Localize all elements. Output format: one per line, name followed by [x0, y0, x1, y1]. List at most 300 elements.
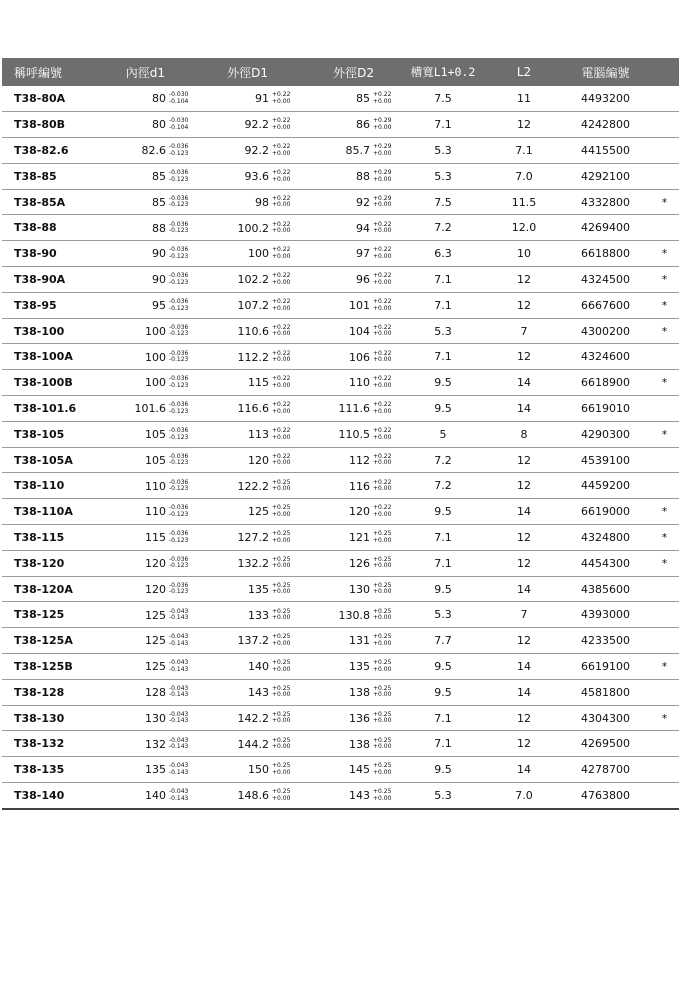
inner-diameter-d1-tolerance-lower: -0.143 — [169, 691, 189, 699]
outer-diameter-d1-value: 92.2 — [244, 144, 269, 158]
length-l2: 12 — [517, 118, 531, 132]
length-l2: 14 — [517, 659, 531, 673]
length-l2: 7.1 — [515, 143, 533, 157]
inner-diameter-d1-cell — [92, 138, 195, 164]
inner-diameter-d1-tolerance-upper: -0.036 — [169, 555, 189, 563]
outer-diameter-d2-cell — [298, 499, 399, 525]
header-mark — [650, 58, 679, 86]
outer-diameter-d1-tolerance-upper: +0.25 — [272, 478, 291, 486]
length-l2: 7 — [520, 324, 528, 338]
computer-code: 4269500 — [581, 737, 630, 751]
outer-diameter-d1-value: 122.2 — [237, 479, 269, 493]
part-name: T38-125A — [14, 634, 73, 648]
inner-diameter-d1-value: 110 — [145, 505, 166, 519]
groove-width-l1: 9.5 — [434, 763, 452, 777]
inner-diameter-d1-cell — [92, 705, 195, 731]
inner-diameter-d1-tolerance-lower: -0.123 — [169, 588, 189, 596]
outer-diameter-d2-tolerance-lower: +0.00 — [373, 356, 392, 364]
computer-code: 4763800 — [581, 788, 630, 802]
outer-diameter-d2-tolerance-lower: +0.00 — [373, 562, 392, 570]
mark-asterisk — [650, 344, 679, 370]
inner-diameter-d1-cell — [92, 499, 195, 525]
table-row — [2, 292, 679, 318]
length-l2: 12 — [517, 530, 531, 544]
outer-diameter-d2-cell — [298, 705, 399, 731]
computer-code: 4304300 — [581, 711, 630, 725]
length-l2: 7.0 — [515, 169, 533, 183]
outer-diameter-d2-tolerance-upper: +0.25 — [373, 581, 392, 589]
inner-diameter-d1-cell — [92, 576, 195, 602]
inner-diameter-d1-tolerance — [169, 92, 195, 105]
outer-diameter-d2-cell — [298, 318, 399, 344]
part-name: T38-120A — [14, 582, 73, 596]
table-row — [2, 783, 679, 809]
table-row — [2, 421, 679, 447]
inner-diameter-d1-cell — [92, 396, 195, 422]
outer-diameter-d1-tolerance-lower: +0.00 — [272, 407, 291, 415]
groove-width-l1: 9.5 — [434, 376, 452, 390]
inner-diameter-d1-tolerance-lower: -0.143 — [169, 794, 189, 802]
outer-diameter-d1-tolerance — [272, 609, 298, 622]
part-name: T38-125 — [14, 608, 65, 622]
inner-diameter-d1-tolerance-lower: -0.123 — [169, 330, 189, 338]
inner-diameter-d1-cell — [92, 731, 195, 757]
inner-diameter-d1-value: 125 — [145, 608, 166, 622]
outer-diameter-d2-tolerance — [373, 402, 399, 415]
header-inner-diameter-d1: 內徑d1 — [125, 65, 165, 80]
outer-diameter-d1-value: 110.6 — [237, 324, 269, 338]
part-name: T38-82.6 — [14, 143, 69, 157]
outer-diameter-d1-tolerance-upper: +0.25 — [272, 684, 291, 692]
inner-diameter-d1-tolerance-lower: -0.123 — [169, 510, 189, 518]
outer-diameter-d1-cell — [195, 550, 298, 576]
length-l2: 12.0 — [511, 221, 537, 235]
table-row — [2, 628, 679, 654]
mark-asterisk — [650, 473, 679, 499]
outer-diameter-d2-tolerance-lower: +0.00 — [373, 175, 392, 183]
inner-diameter-d1-tolerance — [169, 376, 195, 389]
inner-diameter-d1-tolerance-lower: -0.143 — [169, 743, 189, 751]
inner-diameter-d1-tolerance — [169, 660, 195, 673]
outer-diameter-d2-tolerance-lower: +0.00 — [373, 768, 392, 776]
outer-diameter-d1-cell — [195, 163, 298, 189]
inner-diameter-d1-tolerance — [169, 634, 195, 647]
outer-diameter-d2-tolerance — [373, 738, 399, 751]
computer-code: 4454300 — [581, 556, 630, 570]
outer-diameter-d2-tolerance — [373, 480, 399, 493]
outer-diameter-d1-tolerance — [272, 118, 298, 131]
outer-diameter-d2-tolerance — [373, 222, 399, 235]
outer-diameter-d2-value: 145 — [349, 763, 370, 777]
part-name: T38-125B — [14, 659, 73, 673]
inner-diameter-d1-tolerance — [169, 738, 195, 751]
outer-diameter-d1-value: 113 — [248, 428, 269, 441]
outer-diameter-d1-cell — [195, 189, 298, 215]
outer-diameter-d2-cell — [298, 189, 399, 215]
outer-diameter-d2-tolerance — [373, 454, 399, 467]
part-name: T38-100B — [14, 376, 73, 390]
outer-diameter-d1-cell — [195, 86, 298, 112]
outer-diameter-d1-value: 98 — [255, 195, 269, 209]
outer-diameter-d2-value: 104 — [349, 324, 370, 338]
outer-diameter-d2-value: 131 — [349, 634, 370, 648]
header-outer-diameter-d2: 外徑D2 — [333, 65, 374, 80]
outer-diameter-d1-cell — [195, 215, 298, 241]
outer-diameter-d1-tolerance-lower: +0.00 — [272, 97, 291, 105]
inner-diameter-d1-tolerance — [169, 789, 195, 802]
groove-width-l1: 7.1 — [434, 530, 452, 544]
table-row — [2, 654, 679, 680]
inner-diameter-d1-value: 100 — [145, 376, 166, 390]
computer-code: 4459200 — [581, 479, 630, 493]
outer-diameter-d1-value: 112.2 — [237, 350, 269, 364]
part-name: T38-110 — [14, 479, 65, 493]
outer-diameter-d1-tolerance-lower: +0.00 — [272, 175, 291, 183]
mark-asterisk — [650, 679, 679, 705]
inner-diameter-d1-cell — [92, 112, 195, 138]
outer-diameter-d1-value: 107.2 — [237, 299, 269, 313]
groove-width-l1: 5.3 — [434, 324, 452, 338]
outer-diameter-d1-tolerance-upper: +0.25 — [272, 762, 291, 770]
groove-width-l1: 7.1 — [434, 118, 452, 132]
outer-diameter-d1-value: 142.2 — [237, 711, 269, 725]
inner-diameter-d1-tolerance-upper: -0.043 — [169, 633, 189, 641]
inner-diameter-d1-value: 100 — [145, 324, 166, 338]
outer-diameter-d2-tolerance-upper: +0.25 — [373, 530, 392, 538]
inner-diameter-d1-tolerance-upper: -0.030 — [169, 117, 189, 125]
outer-diameter-d1-cell — [195, 602, 298, 628]
outer-diameter-d2-value: 106 — [349, 350, 370, 364]
groove-width-l1: 5 — [439, 427, 447, 441]
outer-diameter-d2-tolerance-lower: +0.00 — [373, 485, 392, 493]
outer-diameter-d1-tolerance-lower: +0.00 — [272, 717, 291, 725]
length-l2: 8 — [520, 427, 528, 441]
inner-diameter-d1-tolerance — [169, 505, 195, 518]
header-groove-width-l1: 槽寬L1+0.2 — [410, 65, 476, 79]
outer-diameter-d2-tolerance-lower: +0.00 — [373, 304, 392, 312]
outer-diameter-d2-tolerance-upper: +0.22 — [373, 478, 392, 486]
outer-diameter-d1-tolerance-upper: +0.25 — [272, 530, 291, 538]
outer-diameter-d2-tolerance-upper: +0.25 — [373, 607, 392, 615]
inner-diameter-d1-cell — [92, 344, 195, 370]
outer-diameter-d2-tolerance-lower: +0.00 — [373, 510, 392, 518]
outer-diameter-d1-tolerance-upper: +0.22 — [272, 143, 291, 151]
computer-code: 4290300 — [581, 427, 630, 441]
inner-diameter-d1-value: 82.6 — [141, 144, 166, 158]
inner-diameter-d1-cell — [92, 163, 195, 189]
length-l2: 14 — [517, 763, 531, 777]
inner-diameter-d1-value: 100 — [145, 350, 166, 364]
outer-diameter-d1-tolerance-upper: +0.25 — [272, 607, 291, 615]
computer-code: 6667600 — [581, 298, 630, 312]
outer-diameter-d2-value: 112 — [349, 453, 370, 467]
outer-diameter-d2-tolerance — [373, 170, 399, 183]
inner-diameter-d1-tolerance-lower: -0.123 — [169, 278, 189, 286]
mark-asterisk: * — [661, 530, 668, 544]
table-row — [2, 705, 679, 731]
outer-diameter-d1-tolerance-upper: +0.22 — [272, 452, 291, 460]
outer-diameter-d2-tolerance — [373, 634, 399, 647]
outer-diameter-d1-cell — [195, 499, 298, 525]
mark-asterisk — [650, 628, 679, 654]
outer-diameter-d2-tolerance-lower: +0.00 — [373, 407, 392, 415]
outer-diameter-d2-cell — [298, 731, 399, 757]
outer-diameter-d2-value: 110 — [349, 376, 370, 390]
outer-diameter-d2-tolerance — [373, 609, 399, 622]
inner-diameter-d1-tolerance-upper: -0.036 — [169, 530, 189, 538]
outer-diameter-d1-tolerance — [272, 170, 298, 183]
mark-asterisk — [650, 163, 679, 189]
part-name: T38-130 — [14, 711, 65, 725]
outer-diameter-d1-tolerance-upper: +0.22 — [272, 194, 291, 202]
outer-diameter-d2-value: 97 — [356, 247, 370, 261]
outer-diameter-d2-tolerance-upper: +0.22 — [373, 298, 392, 306]
mark-asterisk — [650, 138, 679, 164]
mark-asterisk: * — [661, 298, 668, 312]
outer-diameter-d2-value: 121 — [349, 531, 370, 545]
inner-diameter-d1-cell — [92, 783, 195, 809]
inner-diameter-d1-value: 128 — [145, 685, 166, 699]
inner-diameter-d1-tolerance — [169, 299, 195, 312]
inner-diameter-d1-value: 135 — [145, 763, 166, 777]
outer-diameter-d2-cell — [298, 396, 399, 422]
part-name: T38-80A — [14, 92, 66, 106]
outer-diameter-d1-cell — [195, 447, 298, 473]
outer-diameter-d2-value: 92 — [356, 195, 370, 209]
inner-diameter-d1-tolerance-upper: -0.036 — [169, 143, 189, 151]
part-name: T38-120 — [14, 556, 65, 570]
outer-diameter-d1-tolerance-upper: +0.25 — [272, 736, 291, 744]
computer-code: 4292100 — [581, 169, 630, 183]
groove-width-l1: 7.1 — [434, 350, 452, 364]
computer-code: 6619000 — [581, 505, 630, 519]
mark-asterisk: * — [661, 427, 668, 441]
inner-diameter-d1-cell — [92, 189, 195, 215]
outer-diameter-d1-value: 116.6 — [237, 402, 269, 416]
outer-diameter-d1-tolerance-upper: +0.25 — [272, 710, 291, 718]
outer-diameter-d1-tolerance — [272, 376, 298, 389]
table-row — [2, 576, 679, 602]
computer-code: 4493200 — [581, 92, 630, 106]
inner-diameter-d1-tolerance — [169, 609, 195, 622]
inner-diameter-d1-value: 130 — [145, 711, 166, 725]
outer-diameter-d2-tolerance-upper: +0.25 — [373, 633, 392, 641]
outer-diameter-d1-tolerance — [272, 325, 298, 338]
outer-diameter-d1-tolerance-lower: +0.00 — [272, 459, 291, 467]
inner-diameter-d1-tolerance — [169, 686, 195, 699]
mark-asterisk — [650, 783, 679, 809]
inner-diameter-d1-tolerance-upper: -0.036 — [169, 220, 189, 228]
length-l2: 12 — [517, 453, 531, 467]
table-row — [2, 473, 679, 499]
mark-asterisk: * — [661, 659, 668, 673]
outer-diameter-d1-tolerance-lower: +0.00 — [272, 278, 291, 286]
outer-diameter-d1-cell — [195, 241, 298, 267]
outer-diameter-d1-tolerance — [272, 273, 298, 286]
outer-diameter-d2-value: 136 — [349, 711, 370, 725]
outer-diameter-d2-cell — [298, 292, 399, 318]
outer-diameter-d2-tolerance — [373, 505, 399, 518]
length-l2: 11.5 — [511, 195, 537, 209]
outer-diameter-d2-tolerance-lower: +0.00 — [373, 717, 392, 725]
bottom-divider — [2, 808, 679, 810]
outer-diameter-d2-tolerance-upper: +0.25 — [373, 684, 392, 692]
outer-diameter-d1-tolerance — [272, 222, 298, 235]
header-name: 稱呼編號 — [14, 65, 63, 80]
outer-diameter-d1-tolerance-lower: +0.00 — [272, 639, 291, 647]
inner-diameter-d1-value: 101.6 — [134, 402, 166, 416]
groove-width-l1: 7.1 — [434, 298, 452, 312]
inner-diameter-d1-tolerance-upper: -0.036 — [169, 401, 189, 409]
outer-diameter-d1-tolerance — [272, 763, 298, 776]
table-row — [2, 757, 679, 783]
length-l2: 14 — [517, 376, 531, 390]
inner-diameter-d1-tolerance-upper: -0.043 — [169, 710, 189, 718]
table-row — [2, 550, 679, 576]
outer-diameter-d2-tolerance-lower: +0.00 — [373, 97, 392, 105]
outer-diameter-d1-tolerance-upper: +0.25 — [272, 788, 291, 796]
outer-diameter-d2-tolerance-lower: +0.00 — [373, 743, 392, 751]
inner-diameter-d1-tolerance-lower: -0.123 — [169, 433, 189, 441]
inner-diameter-d1-value: 120 — [145, 582, 166, 596]
table-row — [2, 731, 679, 757]
outer-diameter-d1-value: 100.2 — [237, 221, 269, 235]
outer-diameter-d1-tolerance-upper: +0.25 — [272, 581, 291, 589]
groove-width-l1: 9.5 — [434, 659, 452, 673]
length-l2: 10 — [517, 247, 531, 261]
inner-diameter-d1-tolerance-upper: -0.036 — [169, 375, 189, 383]
mark-asterisk: * — [661, 272, 668, 286]
outer-diameter-d1-tolerance-upper: +0.22 — [272, 220, 291, 228]
groove-width-l1: 7.7 — [434, 634, 452, 648]
groove-width-l1: 6.3 — [434, 247, 452, 261]
outer-diameter-d2-tolerance — [373, 118, 399, 131]
outer-diameter-d2-cell — [298, 421, 399, 447]
outer-diameter-d1-cell — [195, 757, 298, 783]
outer-diameter-d2-tolerance-lower: +0.00 — [373, 459, 392, 467]
inner-diameter-d1-value: 90 — [152, 273, 166, 287]
inner-diameter-d1-value: 140 — [145, 789, 166, 803]
table-row — [2, 163, 679, 189]
mark-asterisk: * — [661, 247, 668, 261]
outer-diameter-d2-tolerance-upper: +0.25 — [373, 659, 392, 667]
outer-diameter-d2-tolerance-upper: +0.22 — [373, 272, 392, 280]
inner-diameter-d1-cell — [92, 318, 195, 344]
outer-diameter-d2-value: 138 — [349, 737, 370, 751]
outer-diameter-d1-tolerance — [272, 505, 298, 518]
outer-diameter-d2-tolerance — [373, 789, 399, 802]
outer-diameter-d2-cell — [298, 86, 399, 112]
mark-asterisk: * — [661, 711, 668, 725]
outer-diameter-d2-tolerance — [373, 196, 399, 209]
outer-diameter-d1-tolerance-lower: +0.00 — [272, 201, 291, 209]
outer-diameter-d1-value: 137.2 — [237, 634, 269, 648]
computer-code: 6618900 — [581, 376, 630, 390]
outer-diameter-d1-tolerance — [272, 480, 298, 493]
outer-diameter-d2-tolerance-lower: +0.00 — [373, 691, 392, 699]
outer-diameter-d2-value: 85 — [356, 92, 370, 106]
inner-diameter-d1-tolerance-upper: -0.043 — [169, 659, 189, 667]
outer-diameter-d1-cell — [195, 267, 298, 293]
outer-diameter-d2-cell — [298, 241, 399, 267]
outer-diameter-d1-tolerance-lower: +0.00 — [272, 536, 291, 544]
table-row — [2, 679, 679, 705]
part-name: T38-132 — [14, 737, 65, 751]
inner-diameter-d1-tolerance-lower: -0.123 — [169, 149, 189, 157]
outer-diameter-d1-tolerance-lower: +0.00 — [272, 794, 291, 802]
inner-diameter-d1-value: 125 — [145, 634, 166, 648]
length-l2: 7.0 — [515, 788, 533, 802]
computer-code: 4332800 — [581, 195, 630, 209]
outer-diameter-d1-tolerance-upper: +0.22 — [272, 169, 291, 177]
computer-code: 6619010 — [581, 401, 630, 415]
inner-diameter-d1-tolerance — [169, 273, 195, 286]
groove-width-l1: 7.2 — [434, 453, 452, 467]
mark-asterisk — [650, 396, 679, 422]
mark-asterisk — [650, 112, 679, 138]
computer-code: 4278700 — [581, 763, 630, 777]
inner-diameter-d1-tolerance — [169, 583, 195, 596]
outer-diameter-d1-value: 144.2 — [237, 737, 269, 751]
computer-code: 4300200 — [581, 324, 630, 338]
inner-diameter-d1-tolerance-lower: -0.104 — [169, 123, 189, 131]
outer-diameter-d2-tolerance — [373, 92, 399, 105]
outer-diameter-d2-tolerance-upper: +0.22 — [373, 91, 392, 99]
outer-diameter-d1-value: 91 — [255, 92, 269, 106]
groove-width-l1: 9.5 — [434, 582, 452, 596]
outer-diameter-d1-cell — [195, 396, 298, 422]
outer-diameter-d2-tolerance-lower: +0.00 — [373, 278, 392, 286]
outer-diameter-d1-tolerance — [272, 428, 298, 441]
table-body — [2, 86, 679, 808]
outer-diameter-d1-value: 132.2 — [237, 556, 269, 570]
outer-diameter-d1-tolerance-upper: +0.22 — [272, 246, 291, 254]
length-l2: 12 — [517, 350, 531, 364]
outer-diameter-d2-value: 85.7 — [345, 144, 370, 158]
length-l2: 12 — [517, 479, 531, 493]
outer-diameter-d2-tolerance — [373, 144, 399, 157]
outer-diameter-d1-tolerance — [272, 351, 298, 364]
inner-diameter-d1-value: 85 — [152, 170, 166, 184]
outer-diameter-d1-tolerance-lower: +0.00 — [272, 149, 291, 157]
inner-diameter-d1-tolerance — [169, 531, 195, 544]
inner-diameter-d1-tolerance — [169, 480, 195, 493]
outer-diameter-d1-value: 148.6 — [237, 789, 269, 803]
inner-diameter-d1-value: 85 — [152, 195, 166, 209]
inner-diameter-d1-tolerance-lower: -0.123 — [169, 381, 189, 389]
mark-asterisk — [650, 731, 679, 757]
length-l2: 12 — [517, 272, 531, 286]
table-row — [2, 215, 679, 241]
computer-code: 4324500 — [581, 272, 630, 286]
mark-asterisk — [650, 86, 679, 112]
part-name: T38-101.6 — [14, 401, 77, 415]
outer-diameter-d1-cell — [195, 370, 298, 396]
inner-diameter-d1-tolerance-upper: -0.036 — [169, 452, 189, 460]
outer-diameter-d2-tolerance-upper: +0.29 — [373, 117, 392, 125]
inner-diameter-d1-tolerance-upper: -0.036 — [169, 169, 189, 177]
inner-diameter-d1-tolerance-upper: -0.036 — [169, 246, 189, 254]
outer-diameter-d1-cell — [195, 344, 298, 370]
outer-diameter-d2-tolerance-upper: +0.22 — [373, 375, 392, 383]
inner-diameter-d1-tolerance-upper: -0.030 — [169, 91, 189, 99]
table-row — [2, 344, 679, 370]
outer-diameter-d1-tolerance — [272, 660, 298, 673]
outer-diameter-d2-cell — [298, 628, 399, 654]
groove-width-l1: 7.5 — [434, 195, 452, 209]
outer-diameter-d1-tolerance-upper: +0.22 — [272, 427, 291, 434]
outer-diameter-d1-cell — [195, 654, 298, 680]
